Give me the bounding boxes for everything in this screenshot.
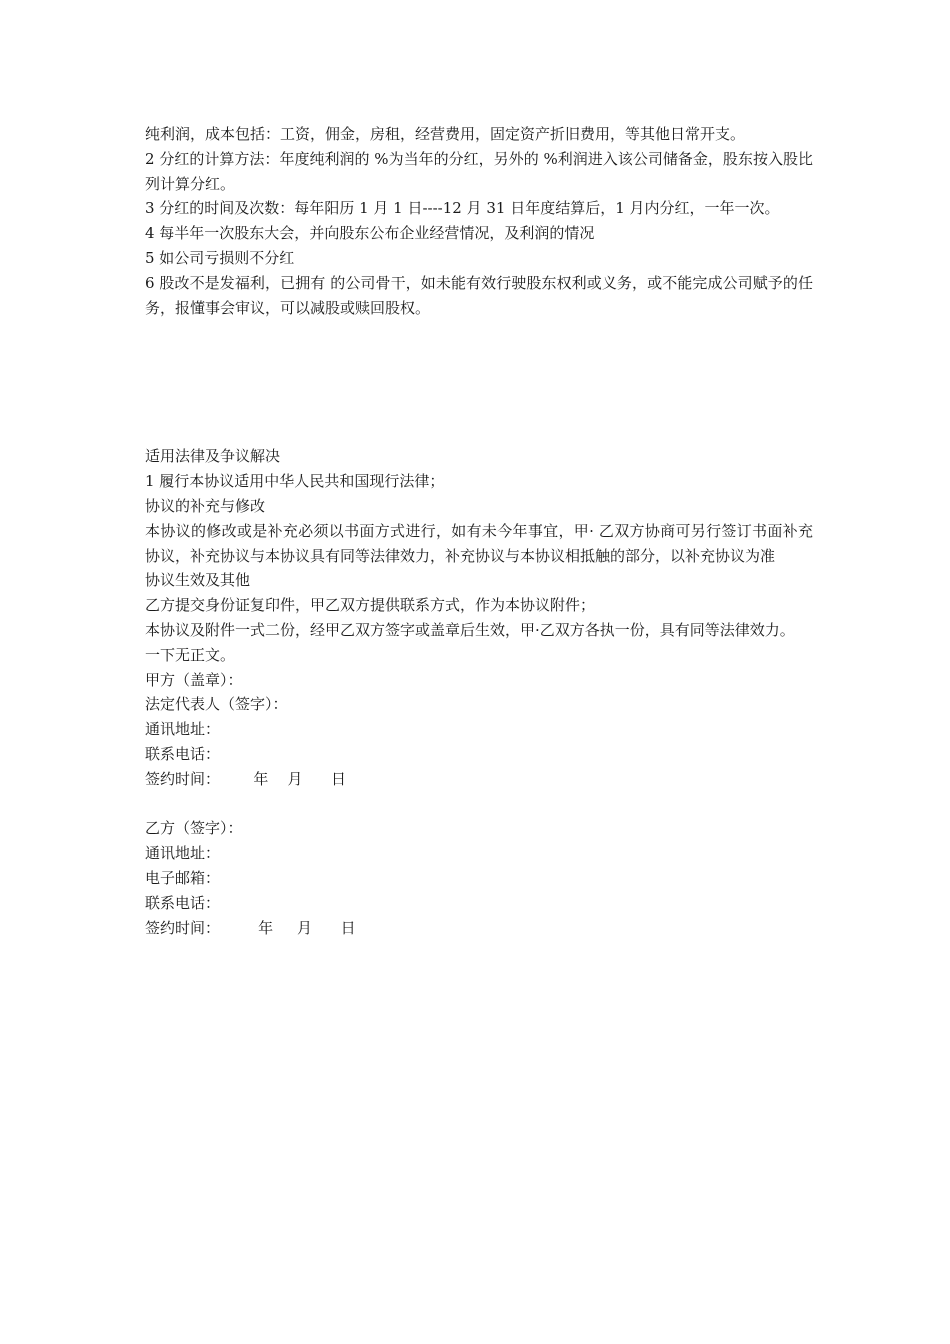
party-a-representative: 法定代表人（签字）： xyxy=(145,695,288,714)
party-b-email: 电子邮箱： xyxy=(145,868,221,887)
document-page xyxy=(145,122,813,940)
amend-body: 本协议的修改或是补充必须以书面方式进行，如有未今年事宜，甲· 乙双方协商可另行签订书面补充协议，补充协议与本协议具有同等法律效力，补充协议与本协议相抵触的部分，以补充协议为准 xyxy=(145,521,813,565)
dividend-item-5: 5 如公司亏损则不分红 xyxy=(145,248,295,267)
dividend-item-3: 3 分红的时间及次数：每年阳历 1 月 1 日----12 月 31 日年度结算后，1 月内分红，一年一次。 xyxy=(145,199,780,218)
effect-heading: 协议生效及其他 xyxy=(145,571,251,590)
party-b-signature: 乙方（签字）： xyxy=(145,819,243,838)
dividend-item-6: 6 股改不是发福利，已拥有 的公司骨干，如未能有效行驶股东权利或义务，或不能完成公司赋予的任务，报懂事会审议，可以减股或赎回股权。 xyxy=(145,273,813,317)
party-a-phone: 联系电话： xyxy=(145,744,221,763)
effect-item-1: 乙方提交身份证复印件，甲乙双方提供联系方式，作为本协议附件； xyxy=(145,596,596,615)
end-note: 一下无正文。 xyxy=(145,645,236,664)
spacer xyxy=(145,792,813,817)
party-b-phone: 联系电话： xyxy=(145,893,221,912)
law-item-1: 1 履行本协议适用中华人民共和国现行法律； xyxy=(145,472,445,491)
dividend-item-4: 4 每半年一次股东大会，并向股东公布企业经营情况，及利润的情况 xyxy=(145,224,595,243)
party-a-date: 签约时间： 年 月 日 xyxy=(145,769,347,788)
dividend-item-2: 2 分红的计算方法：年度纯利润的 %为当年的分红，另外的 %利润进入该公司储备金，股东按入股比列计算分红。 xyxy=(145,149,813,193)
spacer xyxy=(145,320,813,444)
effect-item-2: 本协议及附件一式二份，经甲乙双方签字或盖章后生效，甲·乙双方各执一份，具有同等法律效力。 xyxy=(145,620,795,639)
dividend-cost-line: 纯利润，成本包括：工资，佣金，房租，经营费用，固定资产折旧费用，等其他日常开支。 xyxy=(145,125,746,143)
law-heading: 适用法律及争议解决 xyxy=(145,447,281,466)
amend-heading: 协议的补充与修改 xyxy=(145,496,266,515)
party-a-address: 通讯地址： xyxy=(145,720,221,739)
party-b-date: 签约时间： 年 月 日 xyxy=(145,918,356,937)
party-b-address: 通讯地址： xyxy=(145,844,221,863)
party-a-seal: 甲方（盖章）： xyxy=(145,670,243,689)
